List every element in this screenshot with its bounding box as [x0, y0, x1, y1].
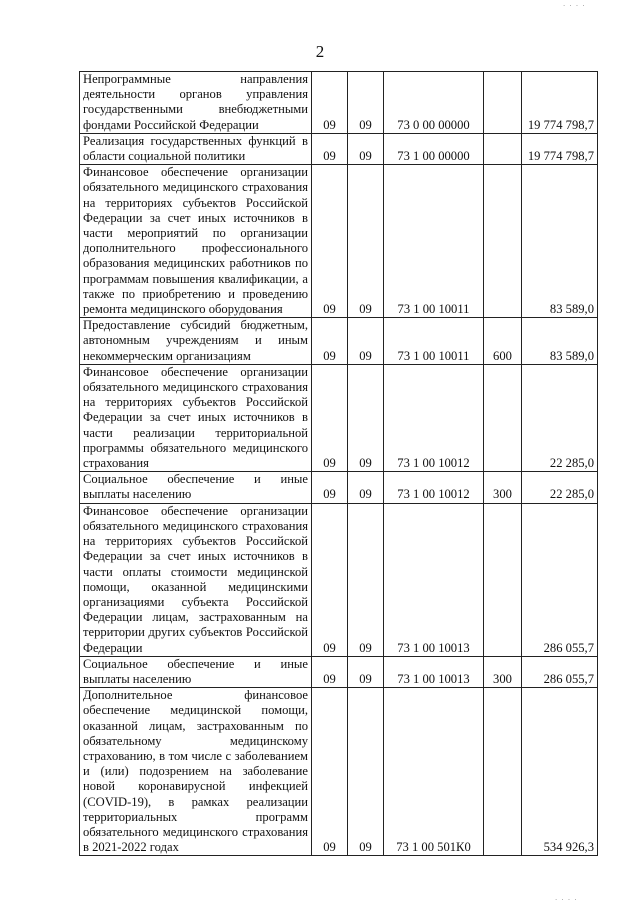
- subsection-code: 09: [348, 133, 384, 164]
- table-row: [80, 364, 598, 471]
- subsection-code: 09: [348, 472, 384, 503]
- amount: 286 055,7: [522, 503, 598, 656]
- table-row: [80, 133, 598, 164]
- amount: 83 589,0: [522, 318, 598, 365]
- expense-type-code: [484, 72, 522, 134]
- target-article-code: 73 1 00 10011: [384, 165, 484, 318]
- expense-type-code: 300: [484, 656, 522, 687]
- amount: 534 926,3: [522, 688, 598, 856]
- table-row: [80, 656, 598, 687]
- expense-type-code: [484, 688, 522, 856]
- target-article-code: 73 0 00 00000: [384, 72, 484, 134]
- table-row: [80, 318, 598, 365]
- budget-table-body: [80, 72, 598, 856]
- amount: 286 055,7: [522, 656, 598, 687]
- expense-type-code: 600: [484, 318, 522, 365]
- expense-type-code: [484, 503, 522, 656]
- amount: 19 774 798,7: [522, 133, 598, 164]
- section-code: 09: [312, 318, 348, 365]
- target-article-code: 73 1 00 10011: [384, 318, 484, 365]
- expense-type-code: [484, 133, 522, 164]
- amount: 22 285,0: [522, 472, 598, 503]
- target-article-code: 73 1 00 10012: [384, 472, 484, 503]
- expense-type-code: 300: [484, 472, 522, 503]
- subsection-code: 09: [348, 364, 384, 471]
- subsection-code: 09: [348, 165, 384, 318]
- row-name: Финансовое обеспечение организации обязательного медицинского страхования на территориях субъектов Российской Федерации за счет иных источников в части мероприятий по организации дополнительного профессионального образования медицинских работников по программам повышения квалификации, а также по приобретению и проведению ремонта медицинского оборудования: [80, 165, 312, 318]
- section-code: 09: [312, 503, 348, 656]
- subsection-code: 09: [348, 503, 384, 656]
- table-row: [80, 688, 598, 856]
- table-row: [80, 503, 598, 656]
- scan-mark-bottom: · · · ·: [555, 896, 578, 904]
- section-code: 09: [312, 133, 348, 164]
- subsection-code: 09: [348, 318, 384, 365]
- target-article-code: 73 1 00 10013: [384, 656, 484, 687]
- subsection-code: 09: [348, 688, 384, 856]
- section-code: 09: [312, 72, 348, 134]
- target-article-code: 73 1 00 00000: [384, 133, 484, 164]
- scan-mark-top: · · · ·: [563, 2, 586, 10]
- section-code: 09: [312, 656, 348, 687]
- subsection-code: 09: [348, 72, 384, 134]
- amount: 19 774 798,7: [522, 72, 598, 134]
- section-code: 09: [312, 688, 348, 856]
- row-name: Дополнительное финансовое обеспечение медицинской помощи, оказанной лицам, застрахованным по обязательному медицинскому страхованию, в том числе с заболеванием и (или) подозрением на заболевание новой коронавирусной инфекцией (COVID-19), в рамках реализации территориальных программ обязательного медицинского страхования в 2021-2022 годах: [80, 688, 312, 856]
- table-row: [80, 72, 598, 134]
- target-article-code: 73 1 00 501К0: [384, 688, 484, 856]
- section-code: 09: [312, 165, 348, 318]
- amount: 83 589,0: [522, 165, 598, 318]
- section-code: 09: [312, 364, 348, 471]
- row-name: Непрограммные направления деятельности органов управления государственными внебюджетными фондами Российской Федерации: [80, 72, 312, 134]
- expense-type-code: [484, 364, 522, 471]
- expense-type-code: [484, 165, 522, 318]
- budget-table: [79, 71, 598, 856]
- table-row: [80, 165, 598, 318]
- row-name: Социальное обеспечение и иные выплаты населению: [80, 656, 312, 687]
- row-name: Финансовое обеспечение организации обязательного медицинского страхования на территориях субъектов Российской Федерации за счет иных источников в части реализации территориальной программы обязательного медицинского страхования: [80, 364, 312, 471]
- row-name: Предоставление субсидий бюджетным, автономным учреждениям и иным некоммерческим организациям: [80, 318, 312, 365]
- section-code: 09: [312, 472, 348, 503]
- target-article-code: 73 1 00 10013: [384, 503, 484, 656]
- row-name: Реализация государственных функций в области социальной политики: [80, 133, 312, 164]
- table-row: [80, 472, 598, 503]
- subsection-code: 09: [348, 656, 384, 687]
- page-number: 2: [315, 42, 325, 61]
- target-article-code: 73 1 00 10012: [384, 364, 484, 471]
- amount: 22 285,0: [522, 364, 598, 471]
- row-name: Финансовое обеспечение организации обязательного медицинского страхования на территориях субъектов Российской Федерации за счет иных источников в части оплаты стоимости медицинской помощи, оказанной медицинскими организациями субъекта Российской Федерации лицам, застрахованным на территории других субъектов Российской Федерации: [80, 503, 312, 656]
- row-name: Социальное обеспечение и иные выплаты населению: [80, 472, 312, 503]
